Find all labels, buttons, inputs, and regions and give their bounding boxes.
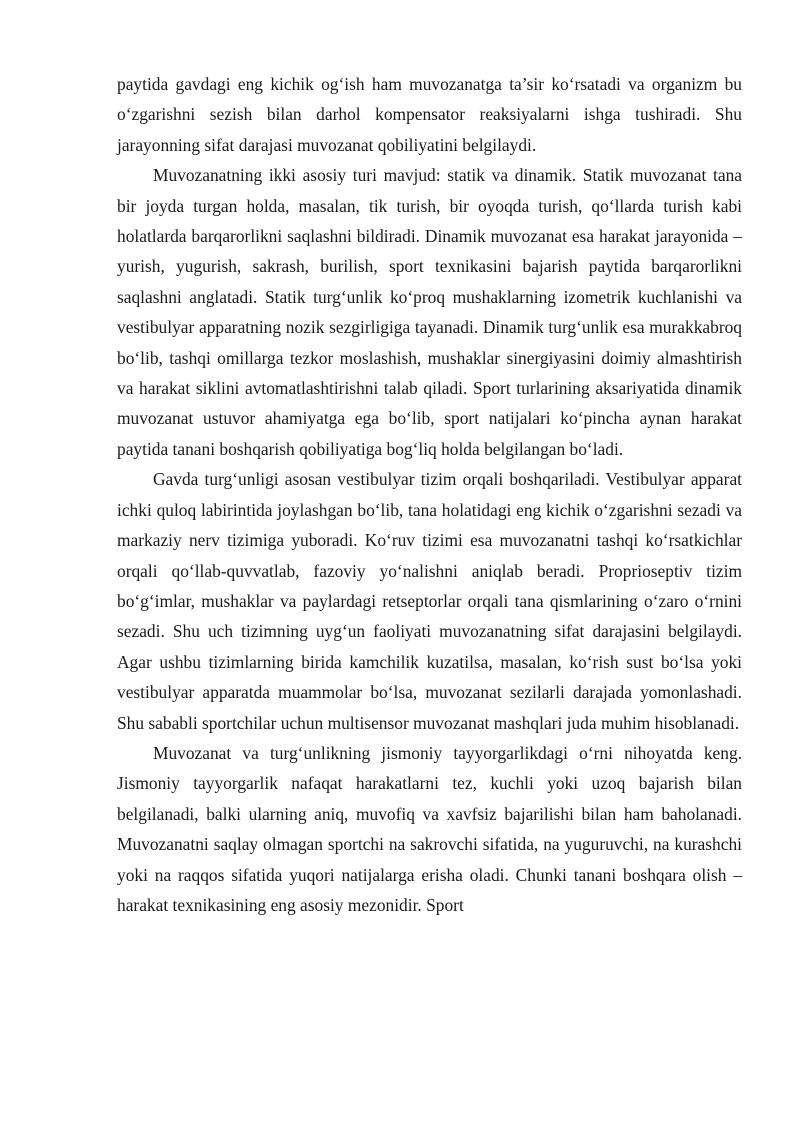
paragraph-vestibular-system: Gavda turg‘unligi asosan vestibulyar tizim orqali boshqariladi. Vestibulyar apparat ichki quloq labirintida joylashgan bo‘lib, tana holatidagi eng kichik o‘zgarishni sezadi va markaziy nerv tizimiga yuboradi. Ko‘ruv tizimi esa muvozanatni tashqi ko‘rsatkichlar orqali qo‘llab-quvvatlab, fazoviy yo‘nalishni aniqlab beradi. Proprioseptiv tizim bo‘g‘imlar, mushaklar va paylardagi retseptorlar orqali tana qismlarining o‘zaro o‘rnini sezadi. Shu uch tizimning uyg‘un faoliyati muvozanatning sifat darajasini belgilaydi. Agar ushbu tizimlarning birida kamchilik kuzatilsa, masalan, ko‘rish sust bo‘lsa yoki vestibulyar apparatda muammolar bo‘lsa, muvozanat sezilarli darajada yomonlashadi. Shu sababli sportchilar uchun multisensor muvozanat mashqlari juda muhim hisoblanadi. xyxy=(117,469,742,733)
paragraph-continuation: paytida gavdagi eng kichik og‘ish ham muvozanatga ta’sir ko‘rsatadi va organizm bu o‘zgarishni sezish bilan darhol kompensator reaksiyalarni ishga tushiradi. Shu jarayonning sifat darajasi muvozanat qobiliyatini belgilaydi. xyxy=(117,74,742,155)
paragraph-balance-types: Muvozanatning ikki asosiy turi mavjud: statik va dinamik. Statik muvozanat tana bir joyda turgan holda, masalan, tik turish, bir oyoqda turish, qo‘llarda turish kabi holatlarda barqarorlikni saqlashni bildiradi. Dinamik muvozanat esa harakat jarayonida – yurish, yugurish, sakrash, burilish, sport texnikasini bajarish paytida barqarorlikni saqlashni anglatadi. Statik turg‘unlik ko‘proq mushaklarning izometrik kuchlanishi va vestibulyar apparatning nozik sezgirligiga tayanadi. Dinamik turg‘unlik esa murakkabroq bo‘lib, tashqi omillarga tezkor moslashish, mushaklar sinergiyasini doimiy almashtirish va harakat siklini avtomatlashtirishni talab qiladi. Sport turlarining aksariyatida dinamik muvozanat ustuvor ahamiyatga ega bo‘lib, sport natijalari ko‘pincha aynan harakat paytida tanani boshqarish qobiliyatiga bog‘liq holda belgilangan bo‘ladi. xyxy=(117,165,742,459)
body-text xyxy=(117,69,742,920)
paragraph-physical-preparation: Muvozanat va turg‘unlikning jismoniy tayyorgarlikdagi o‘rni nihoyatda keng. Jismoniy tayyorgarlik nafaqat harakatlarni tez, kuchli yoki uzoq bajarish bilan belgilanadi, balki ularning aniq, muvofiq va xavfsiz bajarilishi bilan ham baholanadi. Muvozanatni saqlay olmagan sportchi na sakrovchi sifatida, na yuguruvchi, na kurashchi yoki na raqqos sifatida yuqori natijalarga erisha oladi. Chunki tanani boshqara olish – harakat texnikasining eng asosiy mezonidir. Sport xyxy=(117,742,742,915)
